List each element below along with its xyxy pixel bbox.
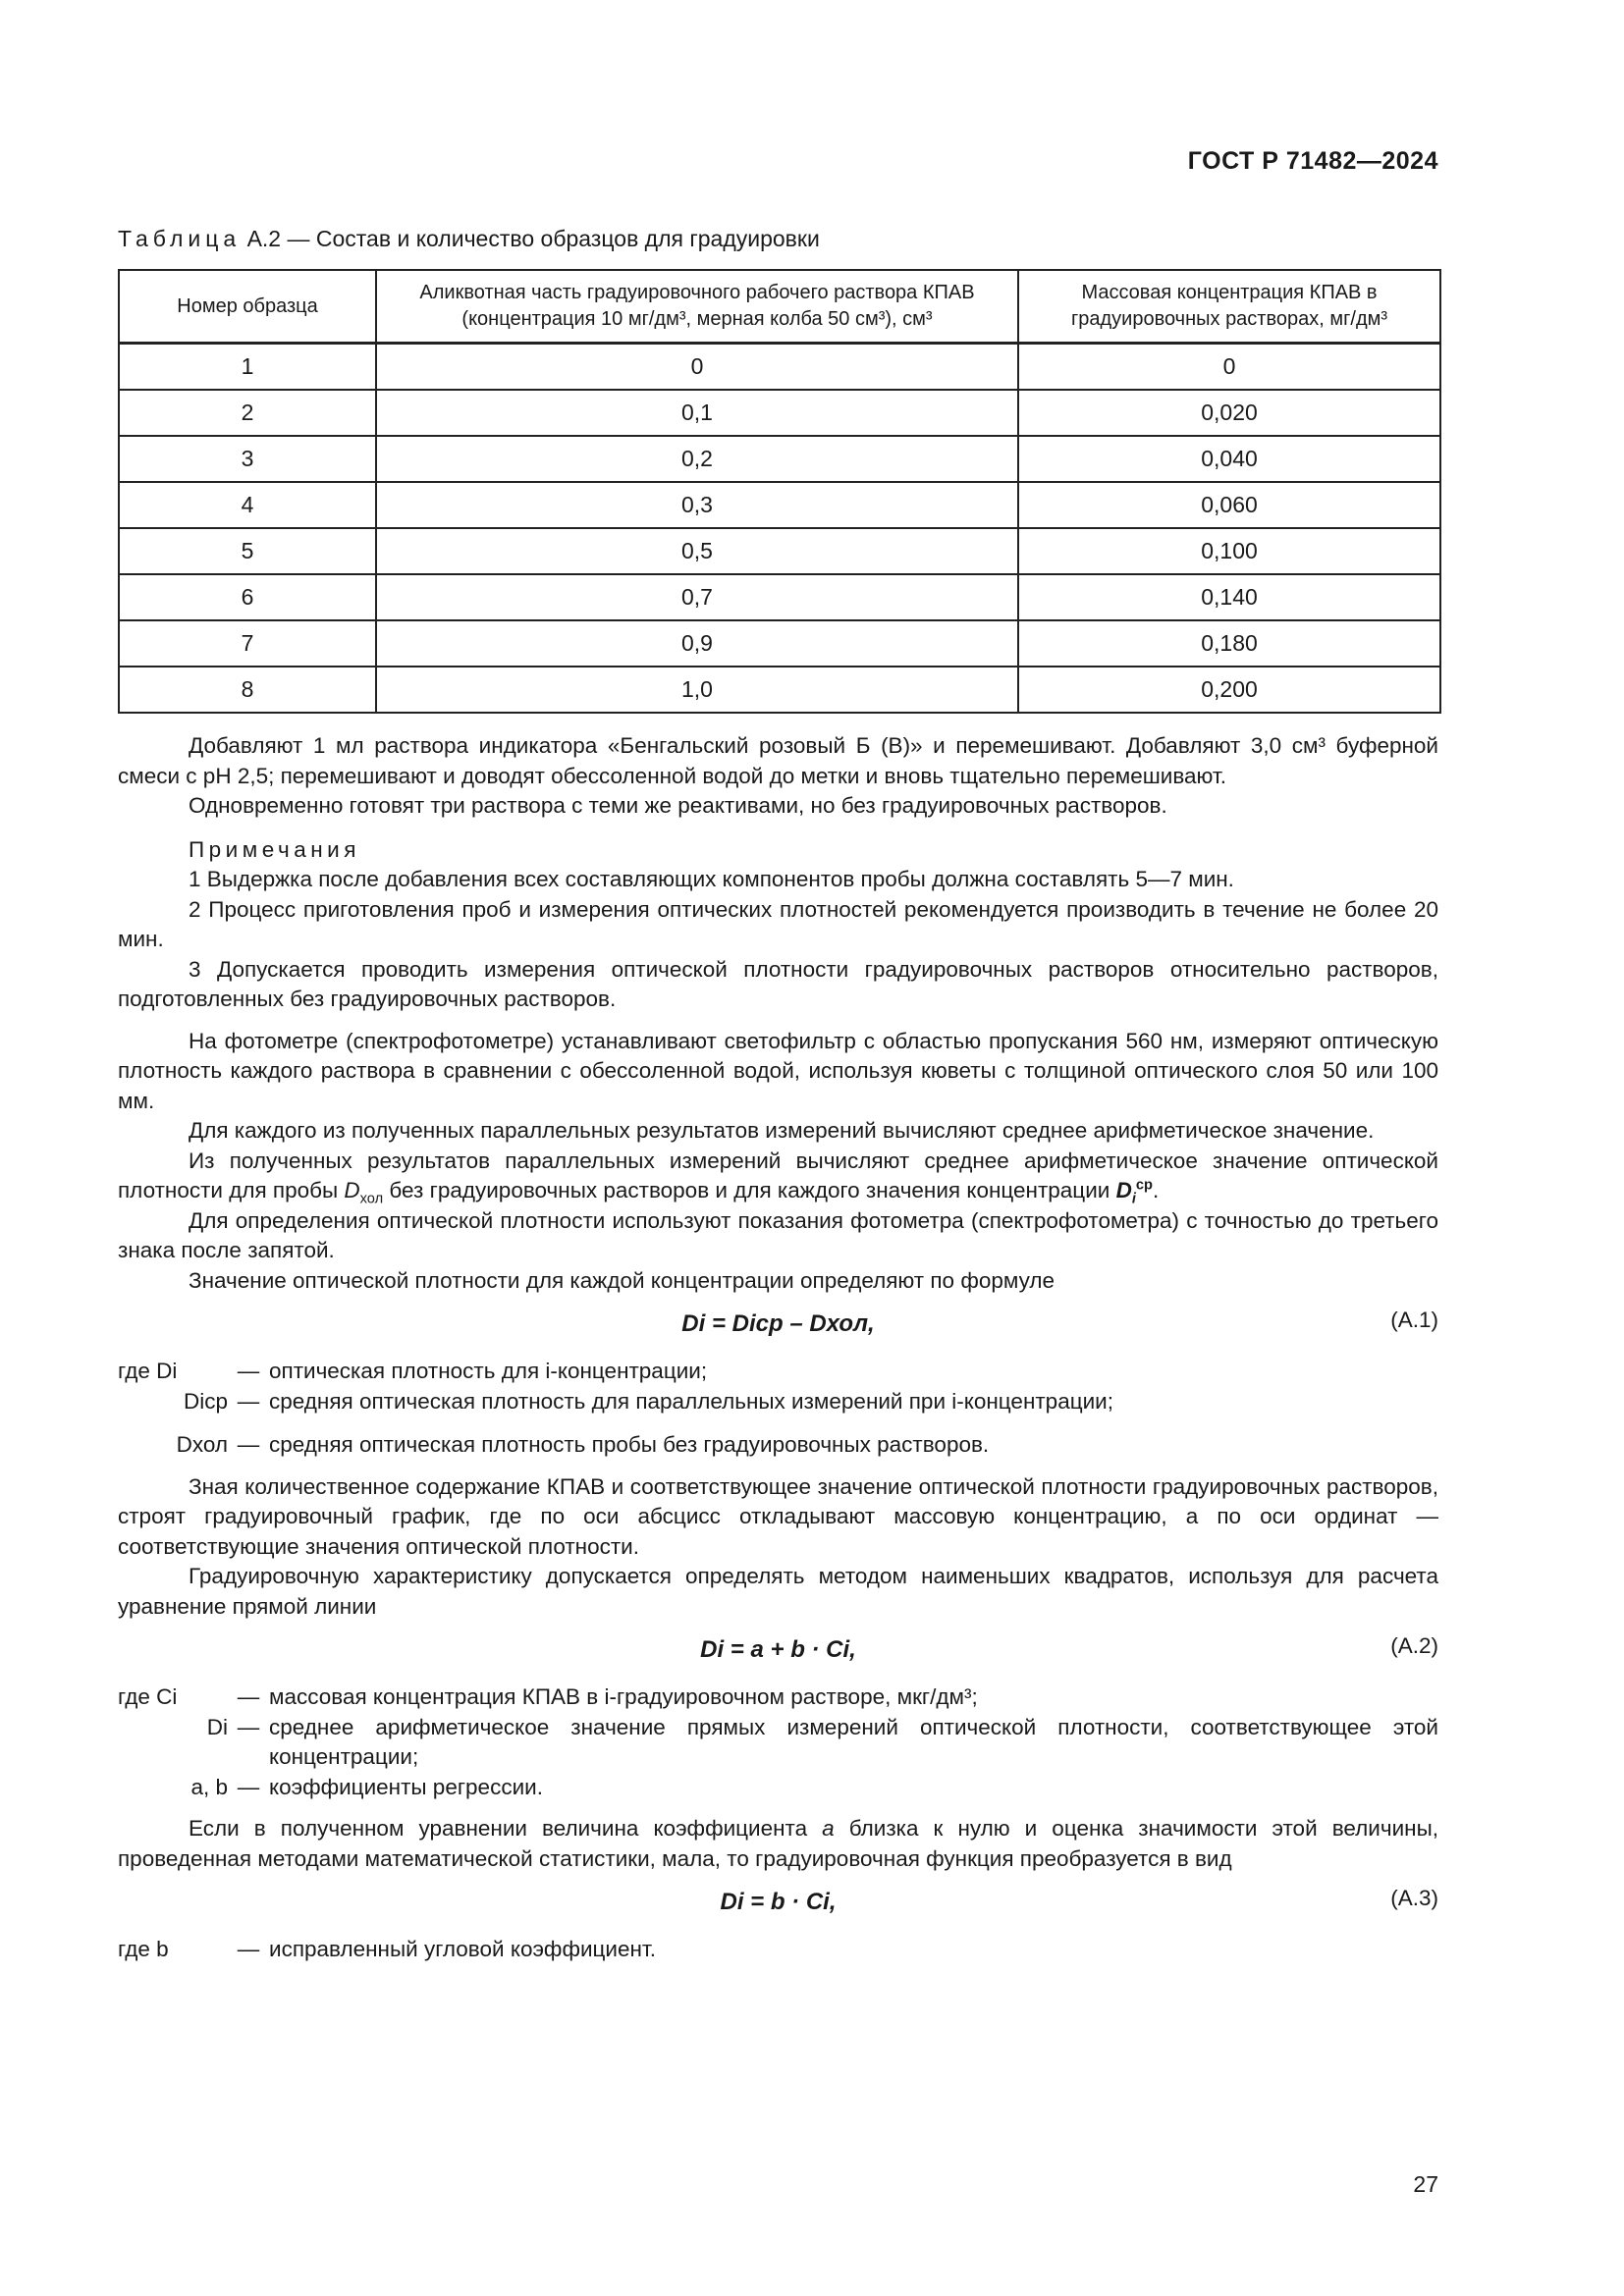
notes-heading: Примечания xyxy=(189,836,360,862)
paragraph: Из полученных результатов параллельных измерений вычисляют среднее арифметическое значение оптической плотности для пробы $D_{хол}$ без градуировочных растворов и для каждого значения концентрации $D_i^{ср}$. xyxy=(118,1148,1438,1207)
note: 2 Процесс приготовления проб и измерения оптических плотностей рекомендуется производить в течение не более 20 мин. xyxy=(118,896,1438,951)
table-caption: Таблица А.2 — Состав и количество образцов для градуировки xyxy=(118,226,820,251)
note: 3 Допускается проводить измерения оптической плотности градуировочных растворов относительно растворов, подготовленных без градуировочных растворов. xyxy=(118,956,1438,1011)
table-row: 5 0,5 0,100 xyxy=(119,528,1440,574)
definition-symbol: где Ci xyxy=(118,1684,178,1709)
paragraph: Для определения оптической плотности используют показания фотометра (спектрофотометра) с точностью до третьего знака после запятой. xyxy=(118,1207,1438,1262)
table-row: 1 0 0 xyxy=(119,344,1440,391)
definition-symbol: Dхол xyxy=(176,1432,228,1457)
formula-expression: Di = Diср – Dхол, xyxy=(681,1310,875,1337)
definition-text: среднее арифметическое значение прямых измерений оптической плотности, соответствующее этой концентрации; xyxy=(269,1714,1438,1769)
paragraph: Зная количественное содержание КПАВ и соответствующее значение оптической плотности градуировочных растворов, строят градуировочный график, где по оси абсцисс откладывают массовую концентрацию, а по оси ординат — соответствующие значения оптической плотности. xyxy=(118,1473,1438,1559)
definitions-a1 xyxy=(118,1357,1438,1461)
table-header-cell: Аликвотная часть градуировочного рабочего раствора КПАВ (концентрация 10 мг/дм³, мерная колба 50 см³), см³ xyxy=(376,270,1018,344)
definition-text: средняя оптическая плотность для параллельных измерений при i-концентрации; xyxy=(269,1388,1113,1414)
definition-row: где Di — оптическая плотность для i-концентрации; xyxy=(118,1357,1438,1387)
formula-number: (А.2) xyxy=(1390,1633,1438,1658)
paragraph: Для каждого из полученных параллельных результатов измерений вычисляют среднее арифметическое значение. xyxy=(189,1118,1375,1143)
table-header-cell: Номер образца xyxy=(119,270,376,344)
definition-text: оптическая плотность для i-концентрации; xyxy=(269,1359,708,1383)
definition-row: где b — исправленный угловой коэффициент. xyxy=(118,1935,1438,1965)
formula-number: (А.1) xyxy=(1390,1308,1438,1332)
formula-a2 xyxy=(118,1622,1438,1681)
formula-a3 xyxy=(118,1874,1438,1933)
definition-symbol: a, b xyxy=(190,1774,228,1799)
table-header-cell: Массовая концентрация КПАВ в градуировочных растворах, мг/дм³ xyxy=(1018,270,1440,344)
table-row: 2 0,1 0,020 xyxy=(119,390,1440,436)
definition-text: коэффициенты регрессии. xyxy=(269,1774,543,1799)
definition-row: Dхол — средняя оптическая плотность пробы без градуировочных растворов. xyxy=(118,1430,1438,1461)
definition-row: a, b — коэффициенты регрессии. xyxy=(118,1773,1438,1803)
definition-symbol: Diср xyxy=(183,1388,228,1414)
definition-symbol: Di xyxy=(206,1714,228,1739)
paragraph: Градуировочную характеристику допускается определять методом наименьших квадратов, используя для расчета уравнение прямой линии xyxy=(118,1564,1438,1619)
table-row: 8 1,0 0,200 xyxy=(119,667,1440,713)
definition-row: Di — среднее арифметическое значение прямых измерений оптической плотности, соответствующее этой концентрации; xyxy=(118,1713,1438,1773)
definition-row: Diср — средняя оптическая плотность для параллельных измерений при i-концентрации; xyxy=(118,1387,1438,1417)
calibration-samples-table xyxy=(118,269,1441,714)
definition-text: массовая концентрация КПАВ в i-градуировочном растворе, мкг/дм³; xyxy=(269,1684,978,1709)
definition-text: средняя оптическая плотность пробы без градуировочных растворов. xyxy=(269,1432,990,1457)
definitions-a3 xyxy=(118,1935,1438,1965)
table-row: 7 0,9 0,180 xyxy=(119,620,1440,667)
definition-symbol: где b xyxy=(118,1937,169,1961)
definition-text: исправленный угловой коэффициент. xyxy=(269,1937,656,1961)
table-row: 3 0,2 0,040 xyxy=(119,436,1440,482)
formula-number: (А.3) xyxy=(1390,1886,1438,1910)
paragraph: На фотометре (спектрофотометре) устанавливают светофильтр с областью пропускания 560 нм, измеряют оптическую плотность каждого раствора в сравнении с обессоленной водой, используя кюветы с толщиной оптического слоя 50 или 100 мм. xyxy=(118,1028,1438,1113)
definition-row: где Ci — массовая концентрация КПАВ в i-градуировочном растворе, мкг/дм³; xyxy=(118,1682,1438,1713)
table-row: 6 0,7 0,140 xyxy=(119,574,1440,620)
note: 1 Выдержка после добавления всех составляющих компонентов пробы должна составлять 5—7 мин. xyxy=(189,867,1234,891)
formula-expression: Di = a + b · Ci, xyxy=(700,1636,856,1663)
definitions-a2 xyxy=(118,1682,1438,1802)
formula-a1 xyxy=(118,1296,1438,1355)
paragraph: Добавляют 1 мл раствора индикатора «Бенгальский розовый Б (В)» и перемешивают. Добавляют 3,0 см³ буферной смеси с рН 2,5; перемешивают и доводят обессоленной водой до метки и вновь тщательно перемешивают. xyxy=(118,733,1438,788)
definition-symbol: где Di xyxy=(118,1359,178,1383)
paragraph: Значение оптической плотности для каждой концентрации определяют по формуле xyxy=(189,1267,1055,1293)
document-body xyxy=(118,731,1438,1965)
page-number: 27 xyxy=(1413,2171,1438,2197)
table-row: 4 0,3 0,060 xyxy=(119,482,1440,528)
formula-expression: Di = b · Ci, xyxy=(720,1889,837,1915)
paragraph: Если в полученном уравнении величина коэффициента a близка к нулю и оценка значимости этой величины, проведенная методами математической статистики, мала, то градуировочная функция преобразуется в вид xyxy=(118,1816,1439,1871)
standard-code: ГОСТ Р 71482—2024 xyxy=(1187,147,1438,175)
paragraph: Одновременно готовят три раствора с теми же реактивами, но без градуировочных растворов. xyxy=(189,793,1167,818)
